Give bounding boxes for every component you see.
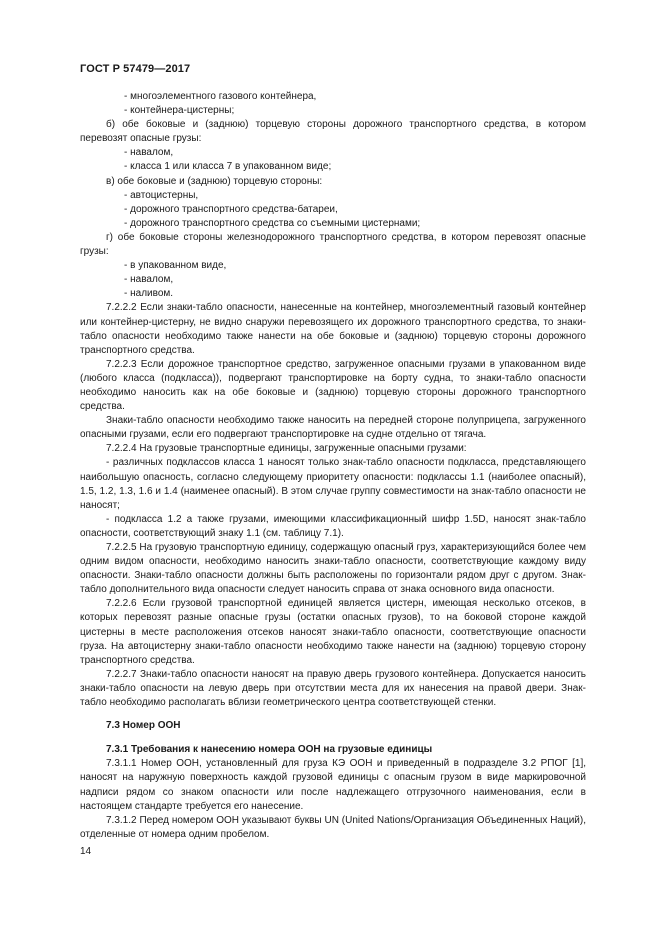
paragraph-7-2-2-7: 7.2.2.7 Знаки-табло опасности наносят на правую дверь грузового контейнера. Допускается наносить знаки-табло опасности на левую дверь при отсутствии места для их нанесения на правой двери. Знак-табло необходимо располагать вблизи геометрического центра соответствующей стенки. — [80, 668, 586, 709]
subsection-heading-7-3-1: 7.3.1 Требования к нанесению номера ООН на грузовые единицы — [106, 744, 433, 756]
paragraph: б) обе боковые и (заднюю) торцевую стороны дорожного транспортного средства, в котором перевозят опасные грузы: — [80, 119, 586, 145]
list-item: - контейнера-цистерны; — [124, 105, 235, 117]
list-item: - дорожного транспортного средства-батареи, — [124, 203, 338, 215]
document-header: ГОСТ Р 57479—2017 — [80, 63, 191, 75]
paragraph-7-2-2-3: 7.2.2.3 Если дорожное транспортное средство, загруженное опасными грузами в упакованном виде (любого класса (подкласса)), подвергают транспортировке на борту судна, то знаки-табло опасности необходимо наносить как на обе боковые и (заднюю) торцевую стороны дорожного транспортного средства. — [80, 358, 586, 413]
section-heading-7-3: 7.3 Номер ООН — [106, 720, 181, 732]
paragraph-7-3-1-1: 7.3.1.1 Номер ООН, установленный для груза КЭ ООН и приведенный в подразделе 3.2 РПОГ [1], наносят на наружную поверхность каждой грузовой единицы с опасным грузом в виде маркировочной надписи рядом со знаком опасности или после надлежащего отгрузочного наименования, если в настоящем стандарте требуется его нанесение. — [80, 758, 586, 812]
list-item: - многоэлементного газового контейнера, — [124, 91, 317, 102]
paragraph-7-2-2-5: 7.2.2.5 На грузовую транспортную единицу, содержащую опасный груз, характеризующийся более чем одним видом опасности, необходимо наносить знаки-табло опасности, соответствующие каждому виду опасности. Знаки-табло опасности должны быть расположены по горизонтали рядом друг с другом. Знак-табло дополнительного вида опасности следует наносить справа от знака основного вида опасности. — [80, 542, 586, 596]
paragraph-7-2-2-6: 7.2.2.6 Если грузовой транспортной единицей является цистерн, имеющая несколько отсеков, в которых перевозят разные опасные грузы (остатки опасных грузов), то на боковой стороне каждой цистерны в месте расположения отсеков наносят знаки-табло опасности, соответствующие опасности груза. На автоцистерну знаки-табло опасности необходимо также нанести на (заднюю) торцевую сторону транспортного средства. — [80, 598, 586, 666]
list-item: - в упакованном виде, — [124, 260, 227, 272]
paragraph: - подкласса 1.2 а также грузами, имеющими классификационный шифр 1.5D, наносят знак-табло опасности, соответствующий знаку 1.1 (см. таблицу 7.1). — [80, 513, 586, 539]
paragraph: в) обе боковые и (заднюю) торцевую стороны: — [106, 175, 323, 187]
list-item: - навалом, — [124, 274, 174, 286]
list-item: - класса 1 или класса 7 в упакованном виде; — [124, 161, 332, 173]
list-item: - наливом. — [124, 288, 174, 300]
list-item: - дорожного транспортного средства со съемными цистернами; — [124, 217, 421, 229]
document-body — [80, 90, 586, 842]
list-item: - автоцистерны, — [124, 189, 199, 201]
list-item: - навалом, — [124, 147, 174, 159]
paragraph: г) обе боковые стороны железнодорожного транспортного средства, в котором перевозят опасные грузы: — [80, 231, 586, 258]
paragraph: Знаки-табло опасности необходимо также наносить на передней стороне полуприцепа, загруженного опасными грузами, если его подвергают транспортировке на судне отдельно от тягача. — [80, 415, 586, 441]
paragraph: - различных подклассов класса 1 наносят только знак-табло опасности подкласса, представляющего наибольшую опасность, согласно следующему приоритету опасности: подклассы 1.1 (наиболее опасный), 1.5, 1.2, 1.3, 1.6 и 1.4 (наименее опасный). В этом случае группу совместимости на знак-табло опасности не наносят; — [80, 457, 586, 511]
paragraph-7-3-1-2: 7.3.1.2 Перед номером ООН указывают буквы UN (United Nations/Организация Объединенных Наций), отделенные от номера одним пробелом. — [80, 814, 586, 840]
page-number: 14 — [80, 846, 92, 857]
paragraph-7-2-2-2: 7.2.2.2 Если знаки-табло опасности, нанесенные на контейнер, многоэлементный газовый контейнер или контейнер-цистерну, не видно снаружи перевозящего их дорожного транспортного средства, то знаки-табло опасности необходимо также нанести на обе боковые и (заднюю) торцевую стороны дорожного транспортного средства. — [80, 302, 586, 356]
paragraph-7-2-2-4: 7.2.2.4 На грузовые транспортные единицы, загруженные опасными грузами: — [106, 443, 467, 455]
